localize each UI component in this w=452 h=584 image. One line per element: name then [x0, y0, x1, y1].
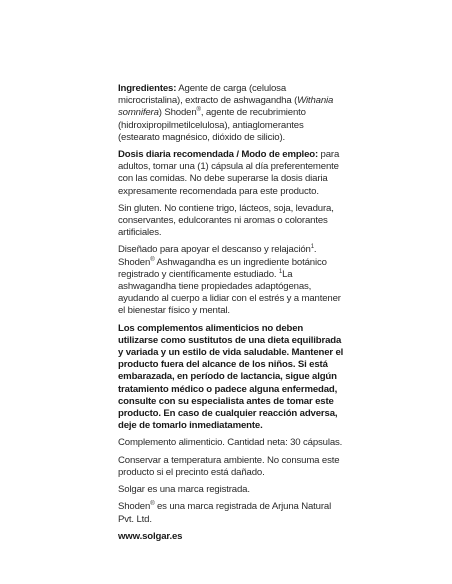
warning-paragraph: Los complementos alimenticios no deben utilizarse como sustitutos de una dieta equilibrada y variada y un estilo de vida saludable. Mantener el producto fuera del alcance de los niños. Si está embarazada, en período de lactancia, sigue algún tratamiento médico o padece alguna enfermedad, consulte con su especialista antes de tomar este producto. En caso de cualquier reacción adversa, deje de tomarlo inmediatamente.	[118, 322, 344, 432]
ingredients-paragraph	[118, 83, 344, 144]
trademark-solgar-paragraph: Solgar es una marca registrada.	[118, 484, 250, 496]
net-quantity-paragraph: Complemento alimenticio. Cantidad neta: 30 cápsulas.	[118, 437, 343, 449]
footnote-marker: 1	[278, 268, 283, 275]
product-label-text	[118, 83, 344, 548]
footnote-marker: 1	[310, 244, 314, 251]
designed-text-1: Diseñado para apoyar el descanso y relajación	[118, 244, 311, 256]
ingredients-text-2: ) Shoden	[158, 107, 197, 119]
designed-paragraph	[118, 244, 344, 317]
dosage-heading: Dosis diaria recomendada / Modo de empleo:	[118, 149, 319, 161]
registered-mark: ®	[150, 256, 155, 263]
ingredients-heading: Ingredientes:	[118, 83, 177, 94]
designed-text-3: Ashwagandha es un ingrediente botánico registrado y científicamente estudiado.	[118, 256, 327, 280]
designed-text-4: La ashwagandha tiene propiedades adaptógenas, ayudando al cuerpo a lidiar con el estrés y a mantener el bienestar físico y mental.	[118, 268, 341, 317]
designed-text-2: . Shoden	[118, 244, 317, 268]
trademark-shoden-text-2: es una marca registrada de Arjuna Natural Pvt. Ltd.	[118, 501, 332, 525]
website-url: www.solgar.es	[118, 530, 183, 542]
dosage-paragraph	[118, 149, 344, 198]
registered-mark: ®	[150, 501, 155, 508]
trademark-shoden-paragraph	[118, 501, 344, 525]
dosage-text: para adultos, tomar una (1) cápsula al día preferentemente con las comidas. No debe superarse la dosis diaria expresamente recomendada para este producto.	[118, 149, 340, 197]
trademark-shoden-text-1: Shoden	[118, 501, 151, 513]
registered-mark: ®	[196, 107, 201, 114]
storage-paragraph: Conservar a temperatura ambiente. No consuma este producto si el precinto está dañado.	[118, 454, 340, 478]
gluten-free-paragraph: Sin gluten. No contiene trigo, lácteos, soja, levadura, conservantes, edulcorantes ni aromas o colorantes artificiales.	[118, 202, 334, 239]
ingredients-botanical-name: Withania somnifera	[118, 95, 334, 119]
ingredients-text-1: Agente de carga (celulosa microcristalina), extracto de ashwagandha (	[118, 83, 298, 107]
ingredients-text-3: , agente de recubrimiento (hidroxipropilmetilcelulosa), antiaglomerantes (estearato magnésico, dióxido de silicio).	[118, 107, 306, 143]
